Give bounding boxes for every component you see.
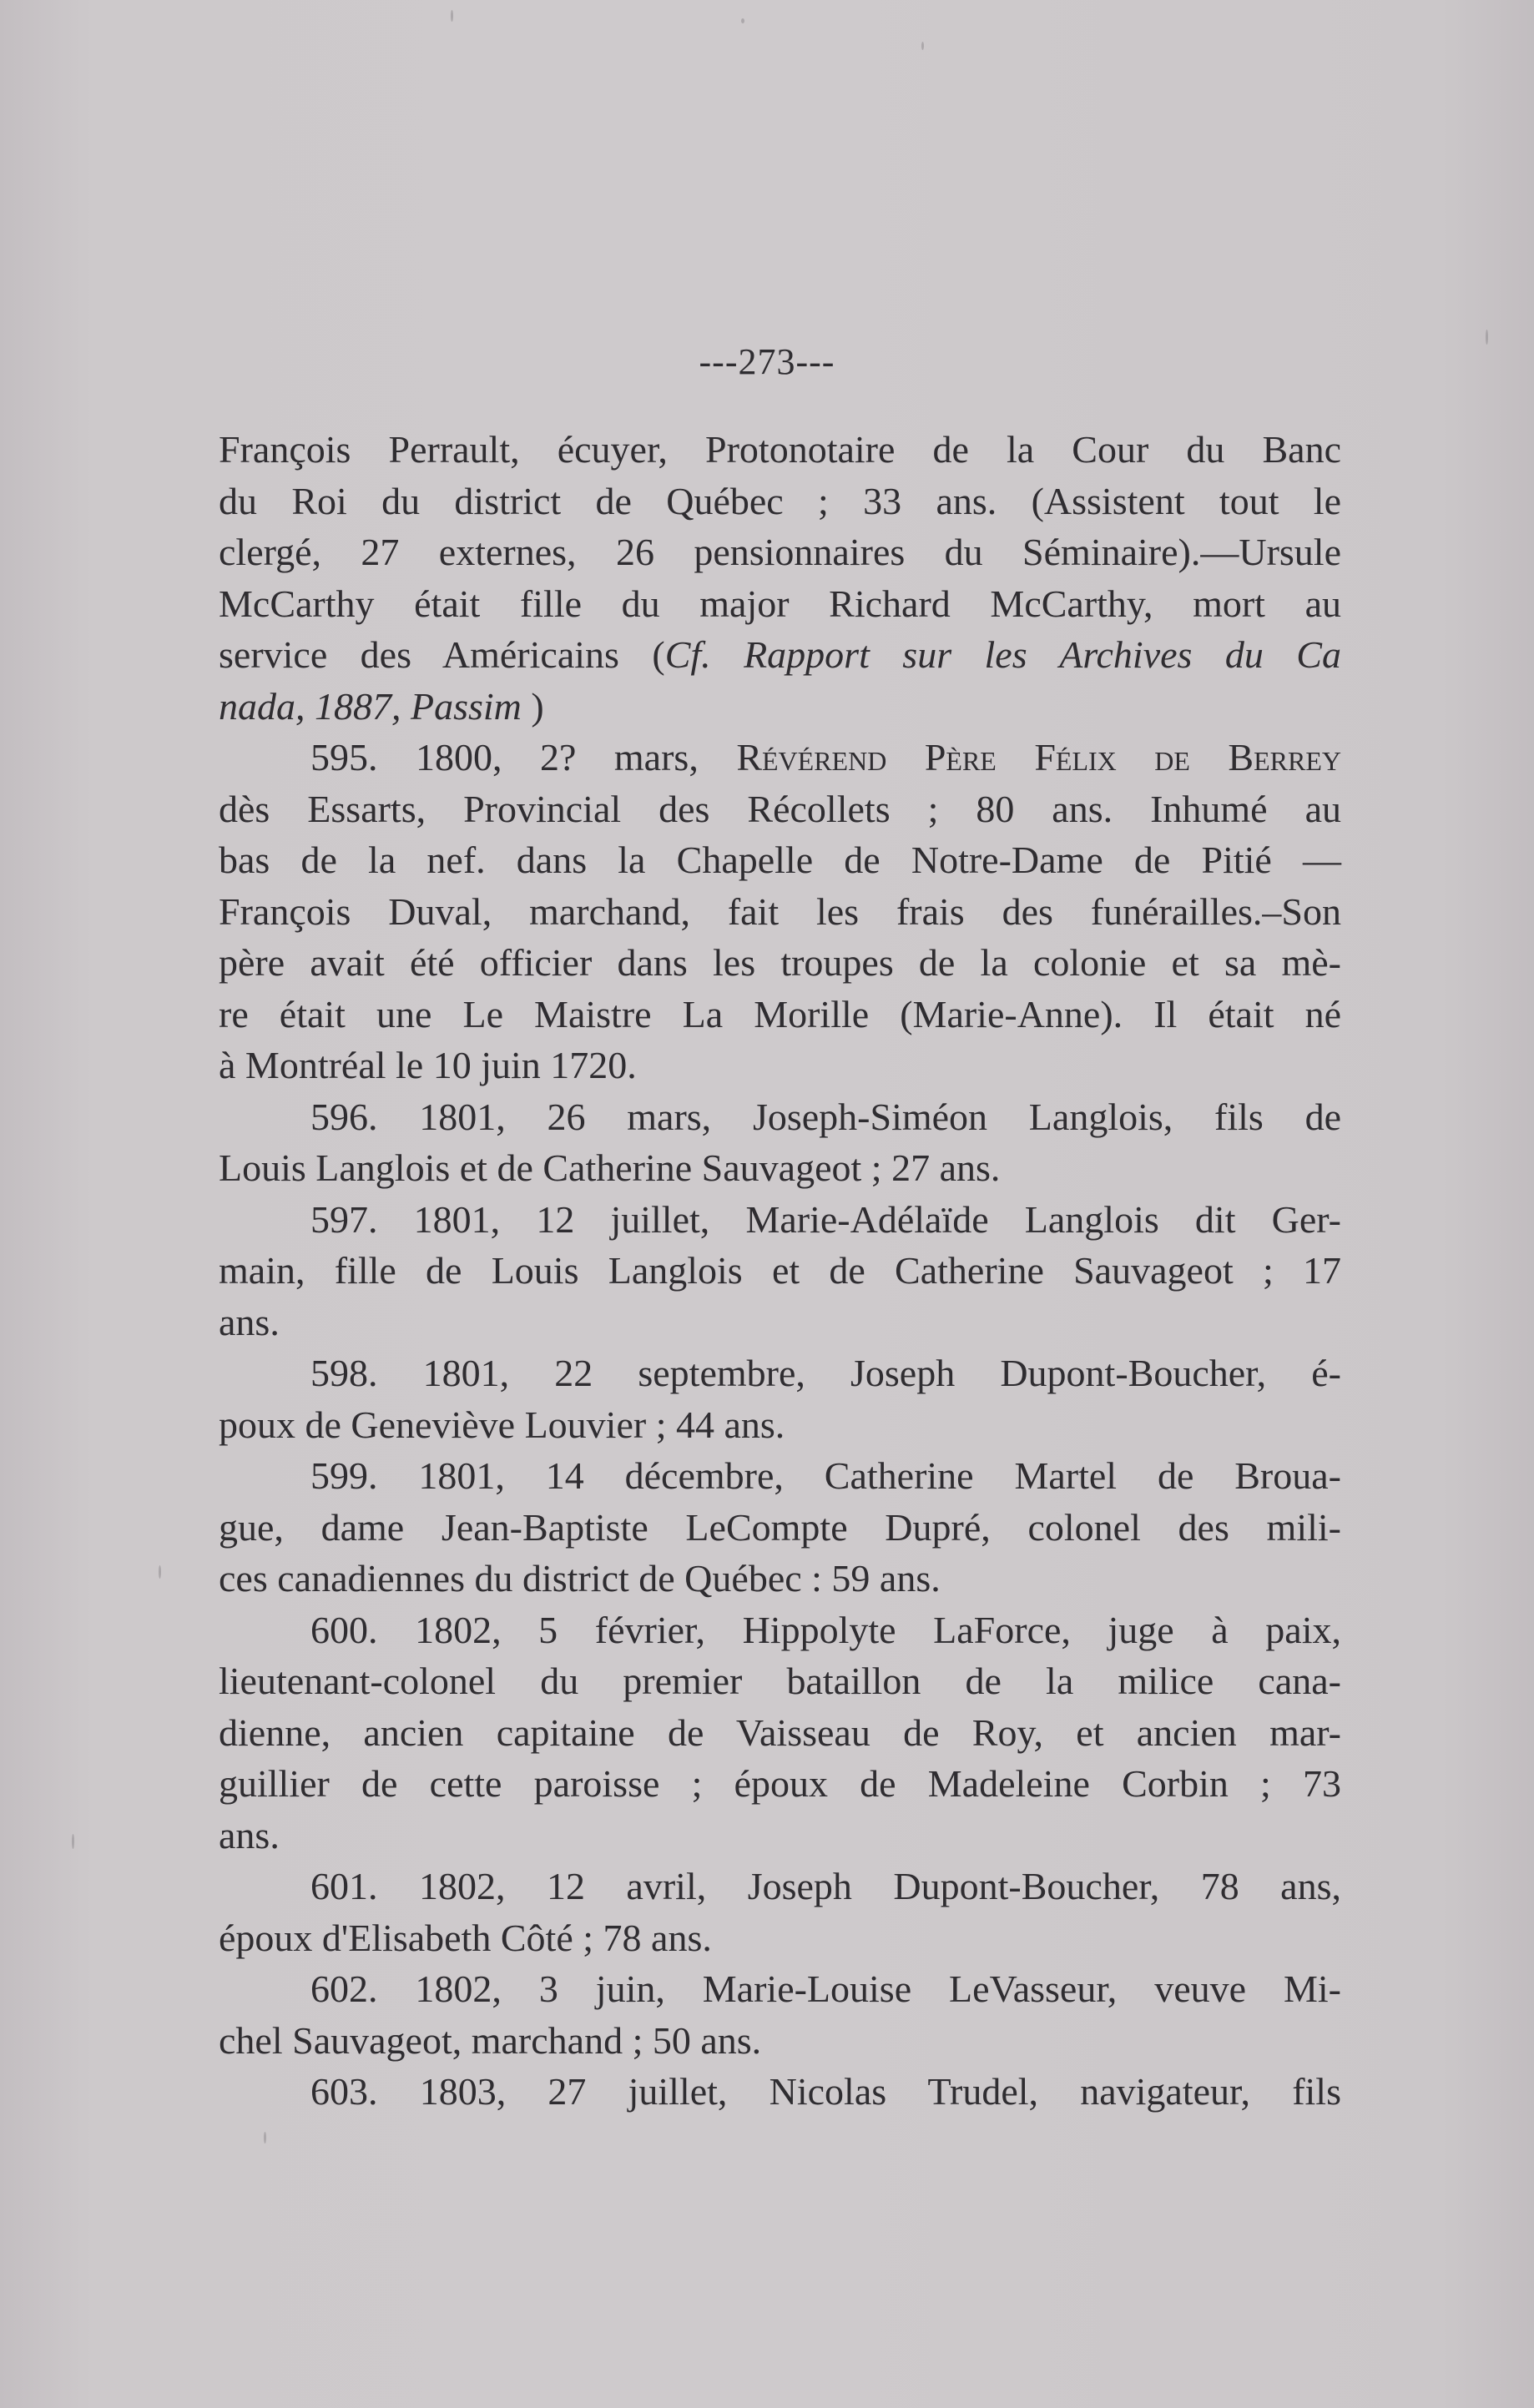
text-line (219, 681, 1341, 733)
text-line: chel Sauvageot, marchand ; 50 ans. (219, 2018, 762, 2062)
paper-speck (1486, 330, 1488, 345)
paper-speck (159, 1565, 161, 1579)
text-line: 598. 1801, 22 septembre, Joseph Dupont-Boucher, é- (310, 1352, 1341, 1394)
text-line: 596. 1801, 26 mars, Joseph-Siméon Langlois, fils de (310, 1095, 1341, 1138)
text-line: 599. 1801, 14 décembre, Catherine Martel de Broua- (310, 1454, 1341, 1497)
text-line: clergé, 27 externes, 26 pensionnaires du Séminaire).—Ursule (219, 531, 1341, 573)
text-line: 600. 1802, 5 février, Hippolyte LaForce, juge à paix, (310, 1608, 1341, 1651)
text-line: guillier de cette paroisse ; époux de Madeleine Corbin ; 73 (219, 1762, 1341, 1805)
text-line: poux de Geneviève Louvier ; 44 ans. (219, 1403, 785, 1446)
page-body-text (219, 424, 1341, 2118)
text-segment: ) (521, 684, 544, 728)
paper-speck (921, 42, 924, 50)
text-line: 602. 1802, 3 juin, Marie-Louise LeVasseur, veuve Mi- (310, 1967, 1341, 2010)
paper-speck (451, 10, 453, 22)
text-line: François Duval, marchand, fait les frais des funérailles.–Son (219, 889, 1341, 933)
entry-start: 595. 1800, 2? mars, (310, 736, 737, 778)
text-line: dès Essarts, Provincial des Récollets ; 80 ans. Inhumé au (219, 787, 1341, 830)
text-line: gue, dame Jean-Baptiste LeCompte Dupré, colonel des mili- (219, 1505, 1341, 1549)
text-line: Louis Langlois et de Catherine Sauvageot ; 27 ans. (219, 1146, 1001, 1189)
text-line: à Montréal le 10 juin 1720. (219, 1044, 637, 1086)
text-line (219, 732, 1341, 783)
text-line: père avait été officier dans les troupes de la colonie et sa mè- (219, 941, 1341, 984)
text-line: ans. (219, 1813, 280, 1856)
text-line: du Roi du district de Québec ; 33 ans. (Assistent tout le (219, 479, 1341, 522)
text-segment: service des Américains ( (219, 633, 665, 676)
text-line: main, fille de Louis Langlois et de Catherine Sauvageot ; 17 (219, 1249, 1341, 1292)
text-line: lieutenant-colonel du premier bataillon de la milice cana- (219, 1660, 1341, 1702)
text-line: 603. 1803, 27 juillet, Nicolas Trudel, navigateur, fils (310, 2070, 1341, 2113)
paper-speck (741, 18, 744, 23)
citation-italic: Cf. Rapport sur les Archives du Ca (664, 633, 1341, 676)
text-line (219, 629, 1341, 681)
paper-speck (72, 1834, 74, 1849)
text-line: ces canadiennes du district de Québec : 59 ans. (219, 1557, 941, 1599)
text-line: re était une Le Maistre La Morille (Marie-Anne). Il était né (219, 992, 1341, 1035)
text-line: bas de la nef. dans la Chapelle de Notre-Dame de Pitié — (219, 839, 1341, 881)
text-line: François Perrault, écuyer, Protonotaire de la Cour du Banc (219, 428, 1341, 471)
text-line: McCarthy était fille du major Richard McCarthy, mort au (219, 582, 1341, 625)
text-segment: nada, 1887, (219, 684, 411, 728)
text-line: dienne, ancien capitaine de Vaisseau de Roy, et ancien mar- (219, 1710, 1341, 1754)
person-name-smallcaps: Révérend Père Félix de Berrey (736, 736, 1341, 778)
paper-speck (264, 2132, 266, 2144)
page-number: ---273--- (699, 341, 835, 382)
text-line: 601. 1802, 12 avril, Joseph Dupont-Boucher, 78 ans, (310, 1865, 1341, 1907)
text-line: époux d'Elisabeth Côté ; 78 ans. (219, 1916, 712, 1959)
citation-italic: Passim (411, 684, 522, 728)
text-line: ans. (219, 1300, 280, 1343)
text-line: 597. 1801, 12 juillet, Marie-Adélaïde Langlois dit Ger- (310, 1197, 1341, 1241)
